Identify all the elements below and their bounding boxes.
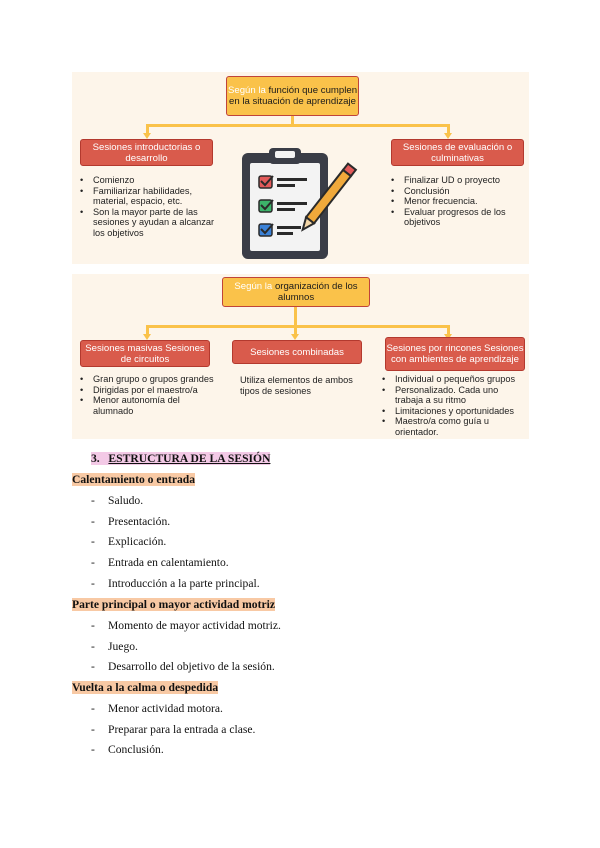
list-item: • Son la mayor parte de las sesiones y ayudan a alcanzar los objetivos xyxy=(80,207,218,239)
phase-title-cooldown: Vuelta a la calma o despedida xyxy=(72,681,219,694)
dash: - xyxy=(91,743,95,756)
section-title: ESTRUCTURA DE LA SESIÓN xyxy=(108,452,271,465)
dash: - xyxy=(91,535,95,548)
diagram-student-organization xyxy=(72,274,529,439)
top-box-prefix: Según la xyxy=(234,281,273,292)
list-item: Menor actividad motora. xyxy=(108,702,223,715)
list-item: Saludo. xyxy=(108,494,144,507)
list-item: • Limitaciones y oportunidades xyxy=(382,406,528,417)
list-item: Entrada en calentamiento. xyxy=(108,556,229,569)
dash: - xyxy=(91,723,95,736)
box-introductory-sessions xyxy=(80,139,213,166)
list-item: Preparar para la entrada a clase. xyxy=(108,723,256,736)
list-evaluation xyxy=(391,175,526,228)
list-item: • Gran grupo o grupos grandes xyxy=(80,374,215,385)
dash: - xyxy=(91,660,95,673)
box-evaluation-sessions xyxy=(391,139,524,166)
list-item: • Conclusión xyxy=(391,186,526,197)
box-evaluation-label: Sesiones de evaluación o culminativas xyxy=(402,141,513,164)
dash: - xyxy=(91,515,95,528)
list-item: • Comienzo xyxy=(80,175,218,186)
box-corner-sessions xyxy=(385,337,525,371)
diagram-session-function xyxy=(72,72,529,264)
combined-description: Utiliza elementos de ambos tipos de sesiones xyxy=(240,375,353,396)
connector-vertical xyxy=(294,307,297,327)
section-number: 3. xyxy=(91,452,100,465)
section-heading xyxy=(91,452,270,465)
list-corners xyxy=(382,374,528,438)
box-massive-label: Sesiones masivas Sesiones de circuitos xyxy=(85,342,205,365)
list-item: • Evaluar progresos de los objetivos xyxy=(391,207,526,228)
dash: - xyxy=(91,619,95,632)
list-item: Conclusión. xyxy=(108,743,164,756)
top-box-organization xyxy=(222,277,370,307)
phase-title-warmup: Calentamiento o entrada xyxy=(72,473,196,486)
list-introductory xyxy=(80,175,218,239)
list-item: • Menor frecuencia. xyxy=(391,196,526,207)
list-item: Momento de mayor actividad motriz. xyxy=(108,619,281,632)
list-item: Presentación. xyxy=(108,515,171,528)
phase-title-main: Parte principal o mayor actividad motriz xyxy=(72,598,275,611)
list-item: • Individual o pequeños grupos xyxy=(382,374,528,385)
box-massive-sessions xyxy=(80,340,210,367)
top-box-text: función que cumplen en la situación de aprendizaje xyxy=(229,85,358,107)
top-box-text: organización de los alumnos xyxy=(274,281,358,303)
dash: - xyxy=(91,556,95,569)
dash: - xyxy=(91,577,95,590)
dash: - xyxy=(91,494,95,507)
list-item: • Familiarizar habilidades, material, espacio, etc. xyxy=(80,186,218,207)
connector-horizontal xyxy=(146,325,450,328)
box-combined-sessions xyxy=(232,340,362,364)
top-box-function xyxy=(226,76,359,116)
list-item: • Dirigidas por el maestro/a xyxy=(80,385,215,396)
list-item: Introducción a la parte principal. xyxy=(108,577,260,590)
list-massive xyxy=(80,374,215,416)
top-box-prefix: Según la xyxy=(227,85,266,96)
list-item: Juego. xyxy=(108,640,138,653)
dash: - xyxy=(91,640,95,653)
list-item: • Finalizar UD o proyecto xyxy=(391,175,526,186)
list-item: • Menor autonomía del alumnado xyxy=(80,395,215,416)
dash: - xyxy=(91,702,95,715)
list-item: • Maestro/a como guía u orientador. xyxy=(382,416,528,437)
box-combined-label: Sesiones combinadas xyxy=(250,346,344,358)
box-introductory-label: Sesiones introductorias o desarrollo xyxy=(92,141,201,164)
list-item: • Personalizado. Cada uno trabaja a su ritmo xyxy=(382,385,528,406)
list-item: Desarrollo del objetivo de la sesión. xyxy=(108,660,275,673)
clipboard-checklist-icon xyxy=(237,147,362,262)
connector-horizontal xyxy=(146,124,450,127)
box-corner-label: Sesiones por rincones Sesiones con ambientes de aprendizaje xyxy=(386,343,524,365)
list-item: Explicación. xyxy=(108,535,167,548)
